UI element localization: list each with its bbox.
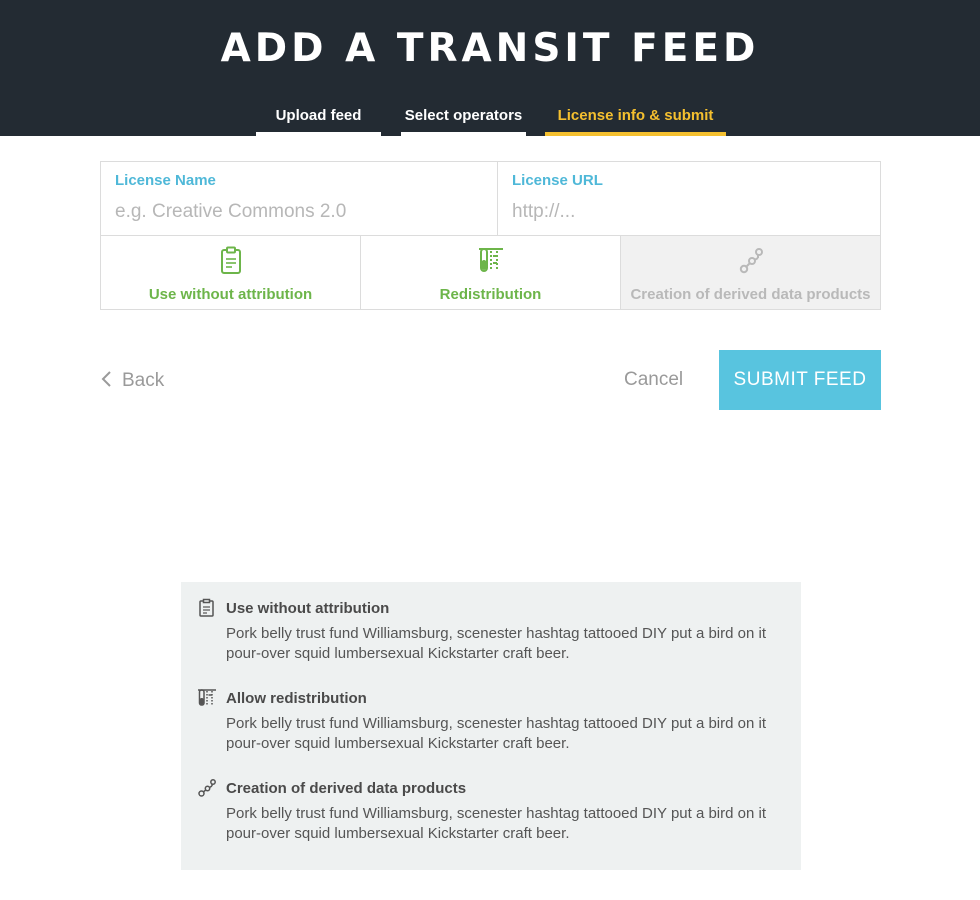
option-derived-data-products-label: Creation of derived data products [630, 286, 871, 303]
chevron-left-icon [100, 369, 112, 389]
tab-upload-feed[interactable]: Upload feed [256, 100, 381, 136]
back-label: Back [122, 370, 165, 391]
test-tubes-icon [478, 246, 504, 276]
license-name-field-box [100, 161, 498, 236]
license-info-panel [181, 582, 801, 870]
license-name-input[interactable] [115, 201, 483, 223]
back-button[interactable] [100, 369, 164, 392]
info-text: Pork belly trust fund Williamsburg, scenester hashtag tattooed DIY put a bird on it pour-over squid lumbersexual Kickstarter craft beer. [226, 715, 766, 752]
info-title: Allow redistribution [226, 690, 367, 707]
license-name-label: License Name [115, 172, 216, 189]
info-title: Creation of derived data products [226, 780, 467, 797]
molecule-icon [738, 246, 764, 276]
option-use-without-attribution-label: Use without attribution [148, 286, 313, 303]
submit-feed-button[interactable]: SUBMIT FEED [719, 350, 881, 410]
license-url-input[interactable] [512, 201, 866, 223]
cancel-button[interactable]: Cancel [624, 369, 684, 390]
molecule-icon [197, 778, 217, 798]
option-redistribution-label: Redistribution [439, 286, 542, 303]
clipboard-icon [218, 246, 244, 276]
option-redistribution[interactable] [360, 235, 621, 310]
license-url-field-box [497, 161, 881, 236]
test-tubes-icon [197, 688, 217, 708]
info-text: Pork belly trust fund Williamsburg, scenester hashtag tattooed DIY put a bird on it pour-over squid lumbersexual Kickstarter craft beer. [226, 625, 766, 662]
tab-select-operators[interactable]: Select operators [401, 100, 526, 136]
clipboard-icon [197, 598, 217, 618]
info-title: Use without attribution [226, 600, 390, 617]
option-derived-data-products[interactable] [620, 235, 881, 310]
option-use-without-attribution[interactable] [100, 235, 361, 310]
info-text: Pork belly trust fund Williamsburg, scenester hashtag tattooed DIY put a bird on it pour-over squid lumbersexual Kickstarter craft beer. [226, 805, 766, 842]
tab-license-info[interactable]: License info & submit [545, 100, 726, 136]
page-title: ADD A TRANSIT FEED [220, 26, 760, 71]
page-header [0, 0, 980, 136]
license-url-label: License URL [512, 172, 603, 189]
